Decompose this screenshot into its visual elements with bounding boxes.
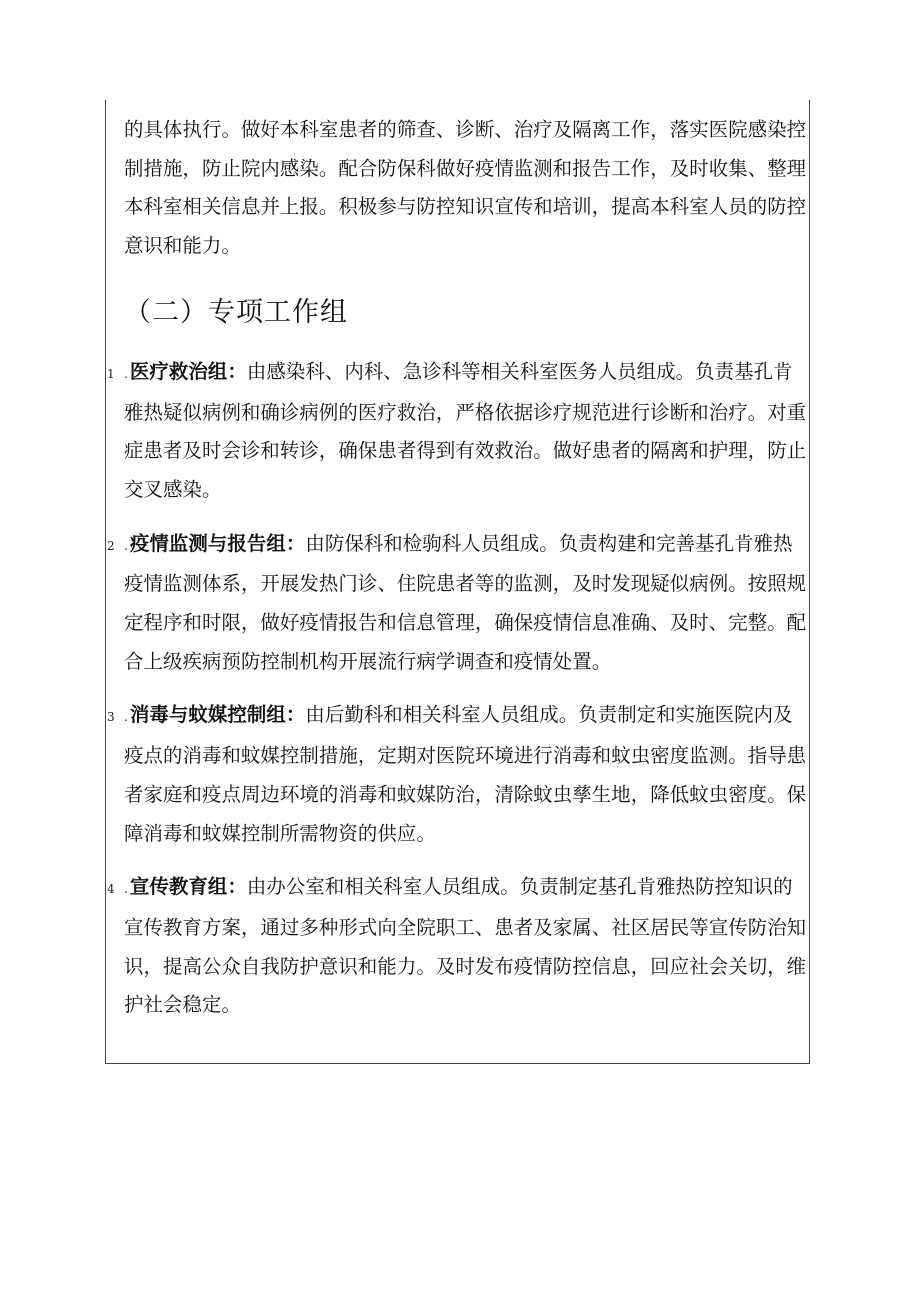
item-text: 由办公室和相关科室人员组成。负责制定基孔肯雅热防控知识的宣传教育方案，通过多种形式向全院职工、患者及家属、社区居民等宣传防治知识，提高公众自我防护意识和能力。及时发布疫情防控信息，回应社会关切，维护社会稳定。 xyxy=(124,875,807,1017)
item-number: 4 xyxy=(107,882,115,897)
item-dot: . xyxy=(124,882,128,897)
item-dot: . xyxy=(124,710,128,725)
list-item-medical-treatment xyxy=(107,353,812,510)
item-dot: . xyxy=(124,366,128,381)
item-title: 消毒与蚊媒控制组： xyxy=(129,703,306,727)
item-title: 宣传教育组： xyxy=(129,875,247,899)
document-body xyxy=(107,111,812,1040)
item-text: 由感染科、内科、急诊科等相关科室医务人员组成。负责基孔肯雅热疑似病例和确诊病例的医疗救治，严格依据诊疗规范进行诊断和治疗。对重症患者及时会诊和转诊，确保患者得到有效救治。做好患者的隔离和护理，防止交叉感染。 xyxy=(124,359,807,501)
item-text: 由防保科和检驹科人员组成。负责构建和完善基孔肯雅热疫情监测体系，开展发热门诊、住院患者等的监测，及时发现疑似病例。按照规定程序和时限，做好疫情报告和信息管理，确保疫情信息准确、及时、完整。配合上级疾病预防控制机构开展流行病学调查和疫情处置。 xyxy=(124,531,807,673)
list-item-publicity-education xyxy=(107,868,812,1025)
item-dot: . xyxy=(124,538,128,553)
list-item-epidemic-monitoring xyxy=(107,525,812,682)
section-heading: （二）专项工作组 xyxy=(124,296,348,328)
item-number: 2 xyxy=(107,538,115,553)
item-title: 疫情监测与报告组： xyxy=(129,531,306,555)
list-item-disinfection-vector-control xyxy=(107,696,812,853)
intro-paragraph: 的具体执行。做好本科室患者的筛查、诊断、治疗及隔离工作，落实医院感染控制措施，防止院内感染。配合防保科做好疫情监测和报告工作，及时收集、整理本科室相关信息并上报。积极参与防控知识宣传和培训，提高本科室人员的防控意识和能力。 xyxy=(124,118,807,258)
item-number: 3 xyxy=(107,710,115,725)
item-title: 医疗救治组： xyxy=(129,359,247,383)
item-number: 1 xyxy=(107,366,115,381)
item-text: 由后勤科和相关科室人员组成。负责制定和实施医院内及疫点的消毒和蚊媒控制措施，定期对医院环境进行消毒和蚊虫密度监测。指导患者家庭和疫点周边环境的消毒和蚊媒防治，清除蚊虫孳生地，降低蚊虫密度。保障消毒和蚊媒控制所需物资的供应。 xyxy=(124,703,807,845)
